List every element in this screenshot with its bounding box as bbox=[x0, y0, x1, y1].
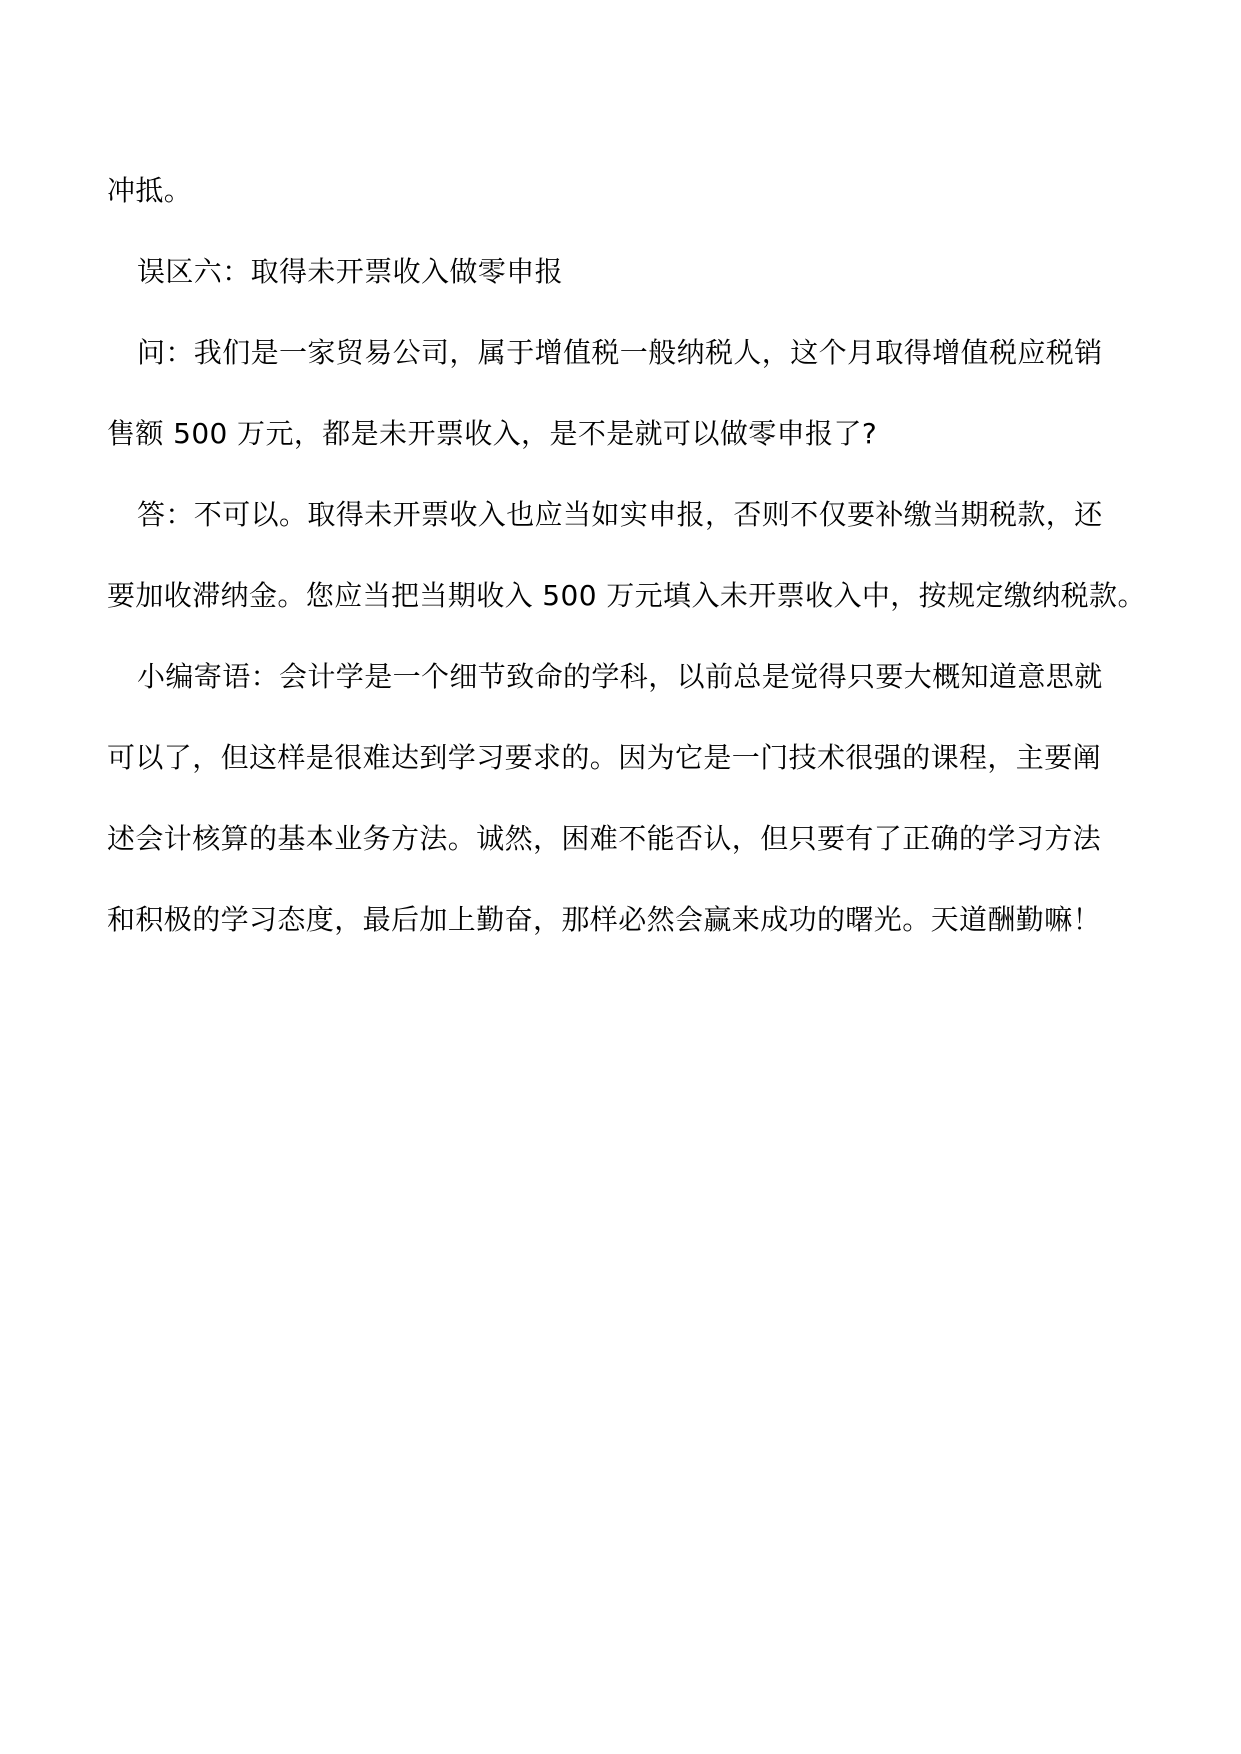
editor-note-line: 小编寄语：会计学是一个细节致命的学科，以前总是觉得只要大概知道意思就 bbox=[137, 660, 1103, 693]
section-heading: 误区六：取得未开票收入做零申报 bbox=[137, 255, 564, 288]
question-line: 售额 500 万元，都是未开票收入，是不是就可以做零申报了? bbox=[107, 417, 878, 450]
paragraph-line: 冲抵。 bbox=[107, 174, 193, 207]
question-line: 问：我们是一家贸易公司，属于增值税一般纳税人，这个月取得增值税应税销 bbox=[137, 336, 1103, 369]
editor-note-line: 述会计核算的基本业务方法。诚然，困难不能否认，但只要有了正确的学习方法 bbox=[107, 822, 1102, 855]
editor-note-line: 可以了，但这样是很难达到学习要求的。因为它是一门技术很强的课程，主要阐 bbox=[107, 741, 1102, 774]
editor-note-line: 和积极的学习态度，最后加上勤奋，那样必然会赢来成功的曙光。天道酬勤嘛！ bbox=[107, 903, 1102, 936]
answer-line: 答：不可以。取得未开票收入也应当如实申报，否则不仅要补缴当期税款，还 bbox=[137, 498, 1103, 531]
answer-line: 要加收滞纳金。您应当把当期收入 500 万元填入未开票收入中，按规定缴纳税款。 bbox=[107, 579, 1146, 612]
